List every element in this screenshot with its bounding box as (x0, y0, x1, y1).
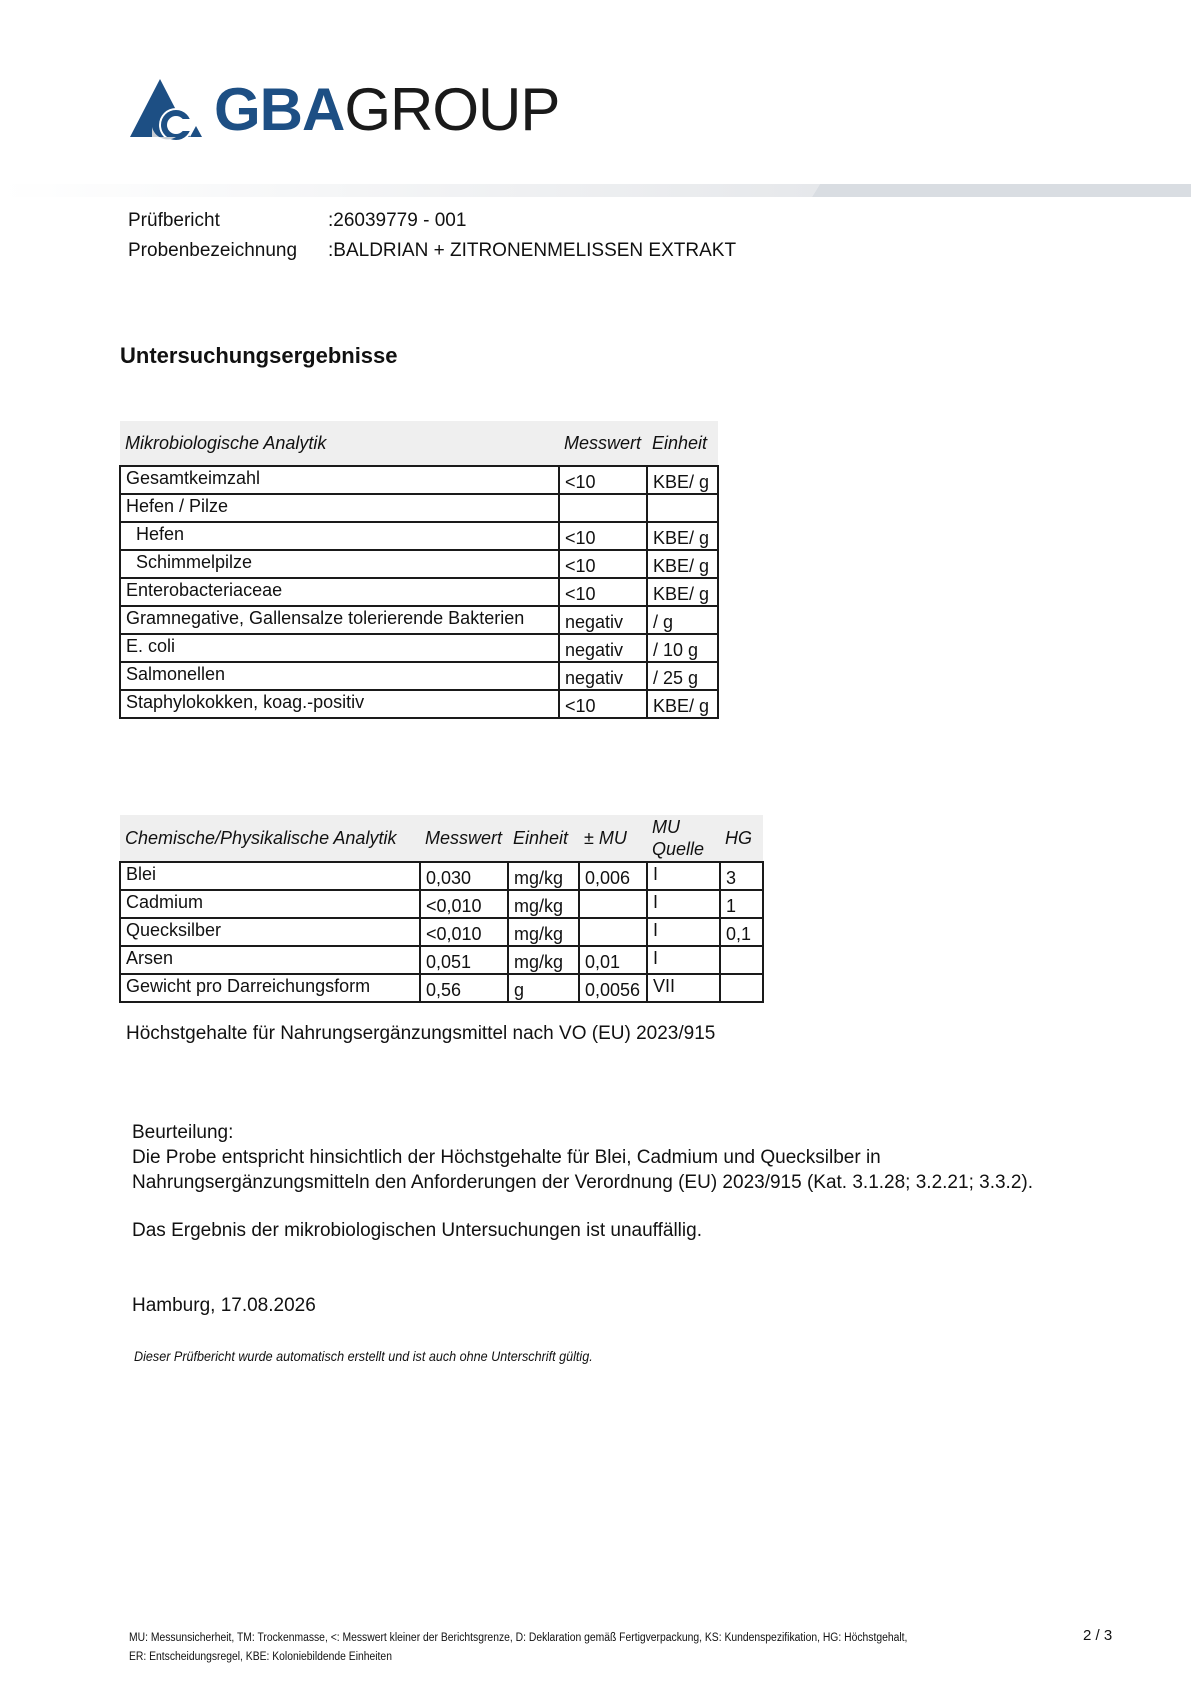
unit: KBE/ g (647, 578, 718, 606)
table-row (120, 466, 718, 494)
measured-value: <0,010 (420, 890, 508, 918)
company-logo (130, 75, 560, 145)
assessment-text-line: Nahrungsergänzungsmitteln den Anforderungen der Verordnung (EU) 2023/915 (Kat. 3.1.28; 3.2.21; 3.3.2). (132, 1172, 1033, 1193)
unit: KBE/ g (647, 550, 718, 578)
unit: KBE/ g (647, 466, 718, 494)
assessment-text-line: Die Probe entspricht hinsichtlich der Höchstgehalte für Blei, Cadmium und Quecksilber in (132, 1147, 881, 1168)
analyte-name: Cadmium (120, 890, 420, 918)
measured-value: <10 (559, 690, 647, 718)
measurement-uncertainty (579, 918, 647, 946)
max-level (720, 946, 763, 974)
unit (647, 494, 718, 522)
column-header: Messwert (559, 421, 647, 466)
column-header: HG (720, 815, 763, 862)
analyte-name: Arsen (120, 946, 420, 974)
unit: mg/kg (508, 862, 579, 890)
unit: / 10 g (647, 634, 718, 662)
measured-value: negativ (559, 662, 647, 690)
measurement-uncertainty: 0,006 (579, 862, 647, 890)
unit: mg/kg (508, 918, 579, 946)
legend-line: ER: Entscheidungsregel, KBE: Koloniebildende Einheiten (129, 1651, 392, 1663)
max-level: 3 (720, 862, 763, 890)
report-number-label: Prüfbericht (128, 210, 220, 231)
analyte-name: Gramnegative, Gallensalze tolerierende Bakterien (120, 606, 559, 634)
table-header-row (120, 421, 718, 466)
assessment-label: Beurteilung: (132, 1122, 234, 1143)
column-header: Messwert (420, 815, 508, 862)
mu-source: VII (647, 974, 720, 1002)
measured-value: 0,030 (420, 862, 508, 890)
mu-source: I (647, 890, 720, 918)
table-row (120, 494, 718, 522)
max-level: 0,1 (720, 918, 763, 946)
sample-name-value: :BALDRIAN + ZITRONENMELISSEN EXTRAKT (328, 240, 737, 261)
legend-line: MU: Messunsicherheit, TM: Trockenmasse, <: Messwert kleiner der Berichtsgrenze, D: Deklaration gemäß Fertigverpackung, KS: Kundenspezifikation, HG: Höchstgehalt, (129, 1632, 908, 1644)
analyte-name: Blei (120, 862, 420, 890)
auto-generated-note: Dieser Prüfbericht wurde automatisch erstellt und ist auch ohne Unterschrift gültig. (134, 1348, 593, 1364)
measured-value: 0,56 (420, 974, 508, 1002)
section-title: Untersuchungsergebnisse (120, 343, 398, 368)
table-row (120, 550, 718, 578)
micro-result-text: Das Ergebnis der mikrobiologischen Untersuchungen ist unauffällig. (132, 1220, 702, 1241)
table-row (120, 890, 763, 918)
unit: / 25 g (647, 662, 718, 690)
unit: mg/kg (508, 890, 579, 918)
measured-value: negativ (559, 606, 647, 634)
table-row (120, 634, 718, 662)
microbiology-table (119, 421, 719, 719)
mu-source: I (647, 862, 720, 890)
mu-source: I (647, 946, 720, 974)
measurement-uncertainty: 0,01 (579, 946, 647, 974)
analyte-name: Salmonellen (120, 662, 559, 690)
brand-bold: GBA (214, 76, 345, 143)
column-header: ± MU (579, 815, 647, 862)
max-level (720, 974, 763, 1002)
table-header-row (120, 815, 763, 862)
brand-light: GROUP (344, 76, 560, 143)
table-row (120, 974, 763, 1002)
measured-value (559, 494, 647, 522)
table-row (120, 662, 718, 690)
column-header: Chemische/Physikalische Analytik (120, 815, 420, 862)
measured-value: <10 (559, 466, 647, 494)
footer-legend (129, 1629, 907, 1667)
analyte-name: Quecksilber (120, 918, 420, 946)
analyte-name: Hefen (120, 522, 559, 550)
place-date: Hamburg, 17.08.2026 (132, 1295, 316, 1316)
analyte-name: Gesamtkeimzahl (120, 466, 559, 494)
mu-source: I (647, 918, 720, 946)
analyte-name: Staphylokokken, koag.-positiv (120, 690, 559, 718)
measured-value: <10 (559, 578, 647, 606)
table-row (120, 578, 718, 606)
table-row (120, 606, 718, 634)
page-number: 2 / 3 (1083, 1627, 1113, 1644)
measured-value: negativ (559, 634, 647, 662)
column-header: Mikrobiologische Analytik (120, 421, 559, 466)
report-number-value: :26039779 - 001 (328, 210, 467, 231)
unit: / g (647, 606, 718, 634)
logo-mark-icon (130, 79, 204, 141)
analyte-name: E. coli (120, 634, 559, 662)
sample-name-label: Probenbezeichnung (128, 240, 298, 261)
table-row (120, 862, 763, 890)
header-band (0, 184, 1191, 197)
column-header: Einheit (647, 421, 718, 466)
analyte-name: Enterobacteriaceae (120, 578, 559, 606)
brand-wordmark (214, 77, 559, 143)
column-header: Einheit (508, 815, 579, 862)
analyte-name: Hefen / Pilze (120, 494, 559, 522)
analyte-name: Schimmelpilze (120, 550, 559, 578)
max-level-note: Höchstgehalte für Nahrungsergänzungsmittel nach VO (EU) 2023/915 (126, 1023, 716, 1044)
measurement-uncertainty: 0,0056 (579, 974, 647, 1002)
measurement-uncertainty (579, 890, 647, 918)
max-level: 1 (720, 890, 763, 918)
unit: mg/kg (508, 946, 579, 974)
analyte-name: Gewicht pro Darreichungsform (120, 974, 420, 1002)
measured-value: <10 (559, 522, 647, 550)
table-row (120, 522, 718, 550)
unit: KBE/ g (647, 690, 718, 718)
measured-value: 0,051 (420, 946, 508, 974)
table-row (120, 690, 718, 718)
table-row (120, 946, 763, 974)
unit: g (508, 974, 579, 1002)
table-row (120, 918, 763, 946)
column-header: MU Quelle (647, 815, 720, 862)
measured-value: <10 (559, 550, 647, 578)
chemistry-table (119, 815, 764, 1003)
measured-value: <0,010 (420, 918, 508, 946)
unit: KBE/ g (647, 522, 718, 550)
